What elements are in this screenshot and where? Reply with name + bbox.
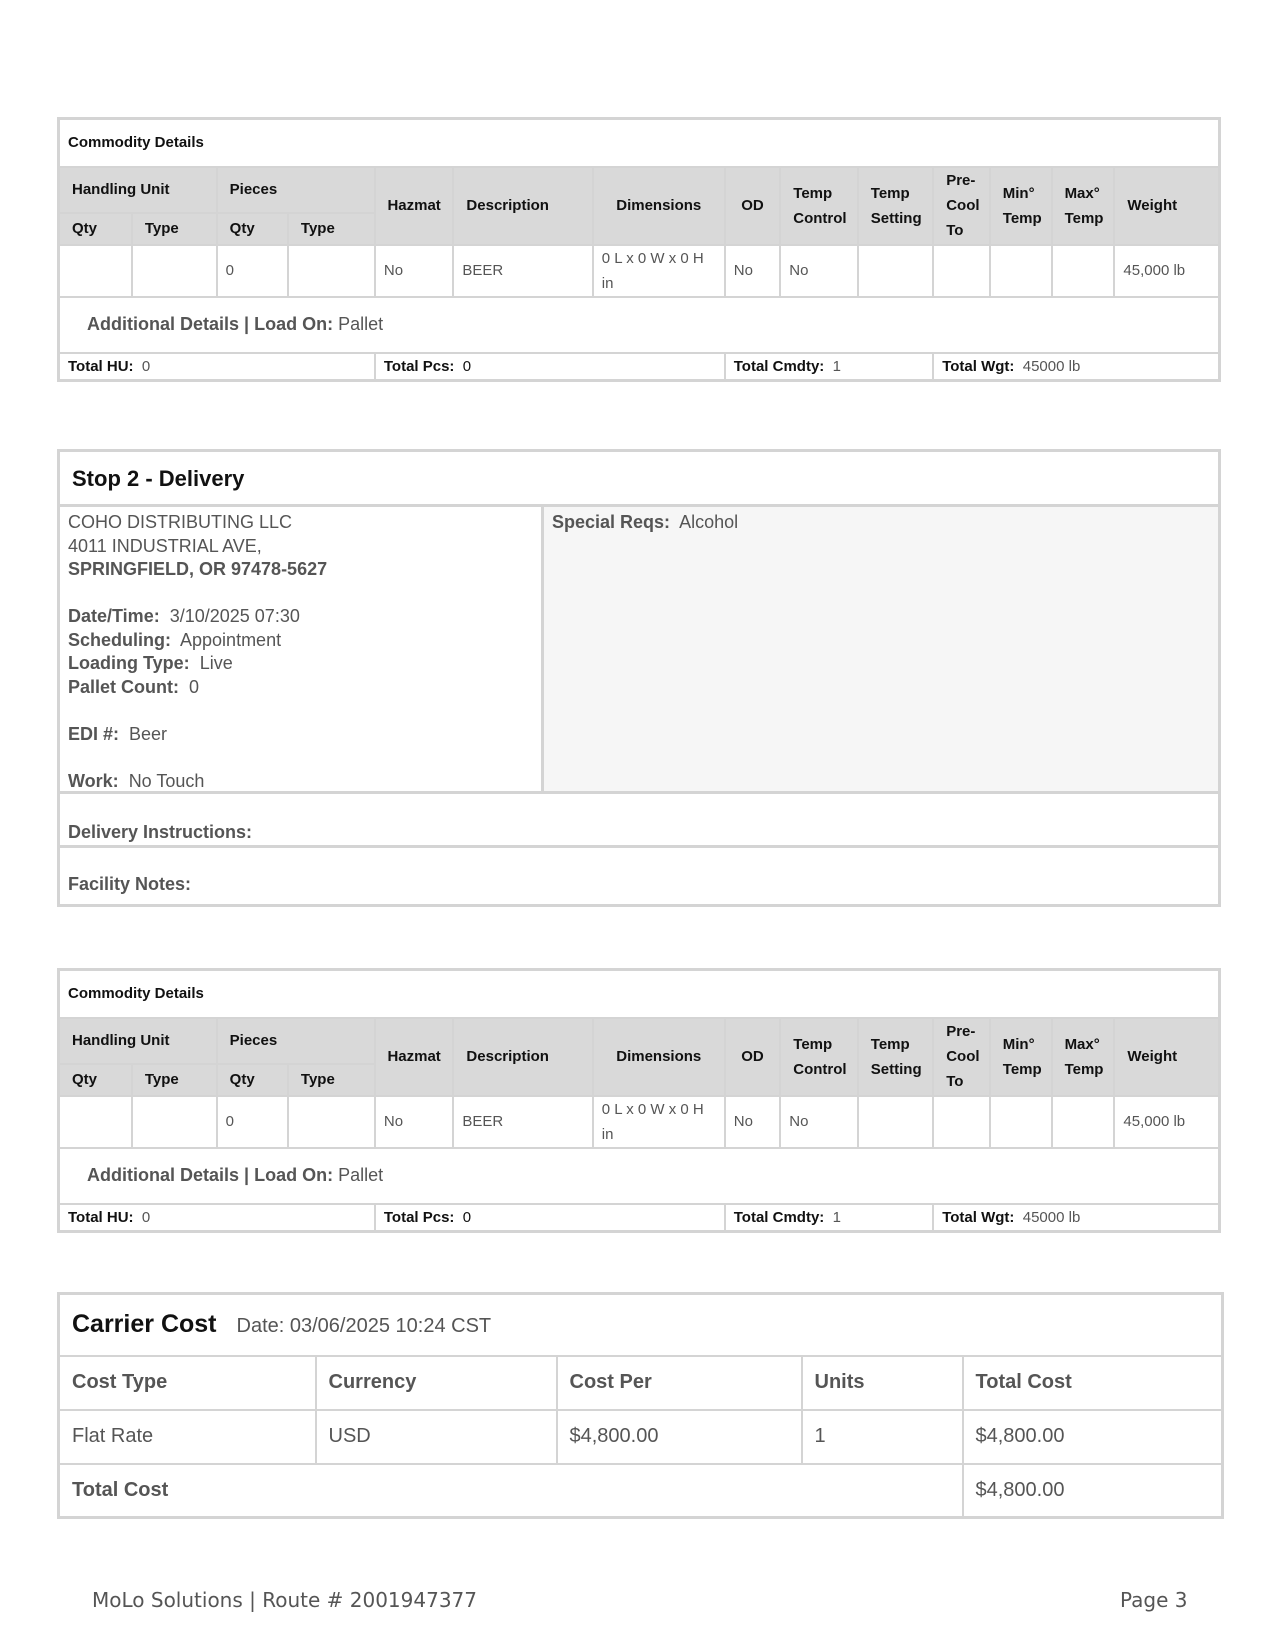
special-reqs-block bbox=[544, 507, 1218, 791]
cell-od: No bbox=[725, 1096, 781, 1148]
total-pcs-value: 0 bbox=[462, 1208, 472, 1226]
delivery-instructions-label: Delivery Instructions: bbox=[60, 794, 1218, 848]
total-hu-value: 0 bbox=[141, 1208, 151, 1226]
cell-dimensions: 0 L x 0 W x 0 H in bbox=[593, 1096, 725, 1148]
header-max-temp: Max° Temp bbox=[1052, 1018, 1115, 1096]
header-temp-setting: Temp Setting bbox=[858, 167, 933, 245]
load-on-value: Pallet bbox=[338, 314, 384, 334]
cell-max-temp bbox=[1052, 1096, 1115, 1148]
total-pcs-value: 0 bbox=[462, 357, 472, 375]
header-temp-setting: Temp Setting bbox=[858, 1018, 933, 1096]
cell-pc-qty: 0 bbox=[217, 1096, 288, 1148]
header-temp-control: Temp Control bbox=[780, 1018, 858, 1096]
total-pcs-label: Total Pcs: bbox=[383, 1208, 455, 1226]
header-hu-qty: Qty bbox=[59, 1064, 132, 1096]
cell-cost-per: $4,800.00 bbox=[557, 1410, 802, 1464]
header-od: OD bbox=[725, 167, 781, 245]
city-state-zip: SPRINGFIELD, OR 97478-5627 bbox=[68, 559, 328, 579]
total-hu-label: Total HU: bbox=[68, 357, 134, 375]
cell-dimensions: 0 L x 0 W x 0 H in bbox=[593, 245, 725, 297]
footer-page-number: Page 3 bbox=[1120, 1588, 1188, 1612]
total-pcs bbox=[375, 1204, 725, 1232]
footer-route: MoLo Solutions | Route # 2001947377 bbox=[92, 1588, 477, 1612]
total-wgt-value: 45000 lb bbox=[1022, 1208, 1081, 1226]
pallet-count-line bbox=[68, 676, 533, 700]
cell-pre-cool-to bbox=[933, 1096, 990, 1148]
header-dimensions: Dimensions bbox=[593, 167, 725, 245]
scheduling-line bbox=[68, 629, 533, 653]
header-hazmat: Hazmat bbox=[375, 167, 454, 245]
header-pre-cool-to: Pre-Cool To bbox=[933, 1018, 990, 1096]
cell-hu-qty bbox=[59, 245, 132, 297]
header-pc-type: Type bbox=[288, 1064, 375, 1096]
stop-address-block bbox=[60, 507, 544, 791]
header-weight: Weight bbox=[1114, 167, 1219, 245]
total-cost-label: Total Cost bbox=[59, 1464, 963, 1518]
cell-description: BEER bbox=[453, 245, 592, 297]
company-name: COHO DISTRIBUTING LLC bbox=[68, 512, 293, 532]
commodity-title: Commodity Details bbox=[59, 970, 1220, 1018]
cell-temp-control: No bbox=[780, 1096, 858, 1148]
cell-hazmat: No bbox=[375, 245, 454, 297]
header-pieces: Pieces bbox=[217, 167, 375, 213]
total-cmdty-value: 1 bbox=[832, 357, 841, 375]
header-pc-qty: Qty bbox=[217, 1064, 288, 1096]
cell-pre-cool-to bbox=[933, 245, 990, 297]
total-wgt-label: Total Wgt: bbox=[942, 357, 1015, 375]
header-description: Description bbox=[453, 1018, 592, 1096]
cell-max-temp bbox=[1052, 245, 1115, 297]
facility-notes-label: Facility Notes: bbox=[68, 874, 192, 894]
load-on-label: Load On: bbox=[254, 314, 334, 334]
header-weight: Weight bbox=[1114, 1018, 1219, 1096]
table-row bbox=[59, 245, 1220, 297]
header-min-temp: Min° Temp bbox=[990, 167, 1052, 245]
cell-pc-type bbox=[288, 245, 375, 297]
total-cmdty-value: 1 bbox=[832, 1208, 841, 1226]
header-description: Description bbox=[453, 167, 592, 245]
total-pcs bbox=[375, 353, 725, 381]
total-cmdty-label: Total Cmdty: bbox=[733, 357, 825, 375]
carrier-cost-header bbox=[59, 1294, 1223, 1356]
header-temp-control: Temp Control bbox=[780, 167, 858, 245]
cell-cost-type: Flat Rate bbox=[59, 1410, 316, 1464]
stop-2-delivery-section bbox=[57, 449, 1221, 907]
cell-description: BEER bbox=[453, 1096, 592, 1148]
stop-title: Stop 2 - Delivery bbox=[60, 452, 1218, 507]
pallet-count-label: Pallet Count: bbox=[68, 676, 179, 697]
table-row bbox=[59, 1096, 1220, 1148]
carrier-cost-date: Date: 03/06/2025 10:24 CST bbox=[236, 1315, 492, 1338]
header-pre-cool-to: Pre-Cool To bbox=[933, 167, 990, 245]
header-hu-type: Type bbox=[132, 1064, 217, 1096]
cell-total-cost: $4,800.00 bbox=[963, 1410, 1223, 1464]
commodity-details-table-2 bbox=[57, 968, 1221, 1233]
scheduling-label: Scheduling: bbox=[68, 629, 171, 650]
header-hu-qty: Qty bbox=[59, 213, 132, 245]
datetime-label: Date/Time: bbox=[68, 606, 160, 626]
cell-pc-qty: 0 bbox=[217, 245, 288, 297]
additional-details-sep: | bbox=[244, 1165, 250, 1185]
header-handling-unit: Handling Unit bbox=[59, 1018, 217, 1064]
special-reqs-label: Special Reqs: bbox=[552, 512, 671, 532]
total-wgt bbox=[933, 1204, 1219, 1232]
loading-type-label: Loading Type: bbox=[68, 653, 190, 673]
cell-temp-setting bbox=[858, 245, 933, 297]
carrier-cost-title: Carrier Cost bbox=[72, 1310, 217, 1339]
street-address: 4011 INDUSTRIAL AVE, bbox=[68, 535, 262, 556]
header-dimensions: Dimensions bbox=[593, 1018, 725, 1096]
carrier-cost-table bbox=[57, 1292, 1224, 1519]
col-currency: Currency bbox=[316, 1356, 557, 1410]
total-wgt-label: Total Wgt: bbox=[942, 1208, 1015, 1226]
total-hu-value: 0 bbox=[141, 357, 151, 375]
total-wgt bbox=[933, 353, 1219, 381]
cell-hazmat: No bbox=[375, 1096, 454, 1148]
header-min-temp: Min° Temp bbox=[990, 1018, 1052, 1096]
col-cost-type: Cost Type bbox=[59, 1356, 316, 1410]
work-value: No Touch bbox=[128, 770, 205, 791]
edi-value: Beer bbox=[129, 723, 168, 744]
work-line bbox=[68, 770, 533, 794]
total-cmdty bbox=[725, 353, 933, 381]
cell-min-temp bbox=[990, 1096, 1052, 1148]
commodity-details-table-1 bbox=[57, 117, 1221, 382]
loading-type-line bbox=[68, 652, 533, 676]
col-cost-per: Cost Per bbox=[557, 1356, 802, 1410]
header-od: OD bbox=[725, 1018, 781, 1096]
additional-details bbox=[59, 1148, 1220, 1204]
cell-min-temp bbox=[990, 245, 1052, 297]
cell-currency: USD bbox=[316, 1410, 557, 1464]
total-cmdty-label: Total Cmdty: bbox=[733, 1208, 825, 1226]
total-cmdty bbox=[725, 1204, 933, 1232]
total-wgt-value: 45000 lb bbox=[1022, 357, 1081, 375]
header-pieces: Pieces bbox=[217, 1018, 375, 1064]
cell-weight: 45,000 lb bbox=[1114, 245, 1219, 297]
header-pc-type: Type bbox=[288, 213, 375, 245]
total-cost-value: $4,800.00 bbox=[963, 1464, 1223, 1518]
additional-details bbox=[59, 297, 1220, 353]
header-max-temp: Max° Temp bbox=[1052, 167, 1115, 245]
edi-line bbox=[68, 723, 533, 747]
header-hazmat: Hazmat bbox=[375, 1018, 454, 1096]
cell-weight: 45,000 lb bbox=[1114, 1096, 1219, 1148]
col-units: Units bbox=[802, 1356, 963, 1410]
load-on-value: Pallet bbox=[338, 1165, 384, 1185]
work-label: Work: bbox=[68, 770, 119, 791]
additional-details-label: Additional Details bbox=[87, 314, 240, 334]
loading-type-value: Live bbox=[199, 653, 233, 673]
datetime-value: 3/10/2025 07:30 bbox=[169, 606, 300, 626]
total-hu bbox=[59, 353, 375, 381]
cell-temp-setting bbox=[858, 1096, 933, 1148]
cell-pc-type bbox=[288, 1096, 375, 1148]
cell-hu-type bbox=[132, 1096, 217, 1148]
cell-hu-type bbox=[132, 245, 217, 297]
cell-hu-qty bbox=[59, 1096, 132, 1148]
pallet-count-value: 0 bbox=[189, 676, 200, 697]
commodity-title: Commodity Details bbox=[59, 119, 1220, 167]
load-on-label: Load On: bbox=[254, 1165, 334, 1185]
total-hu bbox=[59, 1204, 375, 1232]
cell-temp-control: No bbox=[780, 245, 858, 297]
edi-label: EDI #: bbox=[68, 723, 120, 744]
scheduling-value: Appointment bbox=[180, 629, 282, 650]
header-handling-unit: Handling Unit bbox=[59, 167, 217, 213]
total-hu-label: Total HU: bbox=[68, 1208, 134, 1226]
total-pcs-label: Total Pcs: bbox=[383, 357, 455, 375]
cell-od: No bbox=[725, 245, 781, 297]
cell-units: 1 bbox=[802, 1410, 963, 1464]
additional-details-label: Additional Details bbox=[87, 1165, 240, 1185]
header-pc-qty: Qty bbox=[217, 213, 288, 245]
datetime-line bbox=[68, 605, 533, 629]
header-hu-type: Type bbox=[132, 213, 217, 245]
col-total-cost: Total Cost bbox=[963, 1356, 1223, 1410]
additional-details-sep: | bbox=[244, 314, 250, 334]
special-reqs-value: Alcohol bbox=[679, 512, 739, 532]
table-row bbox=[59, 1410, 1223, 1464]
